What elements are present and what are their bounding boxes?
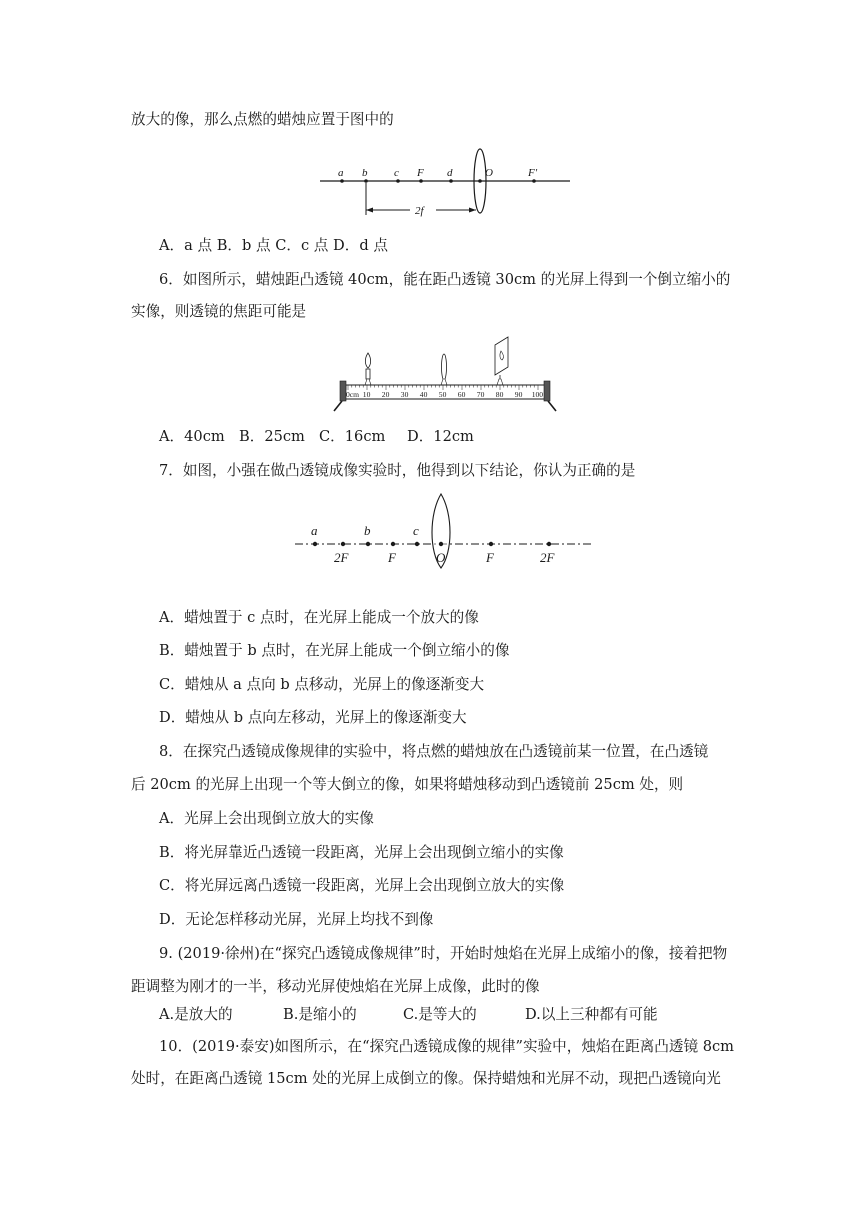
q6-option-d: D．12cm [407,428,474,445]
q9-stem-line2: 距调整为刚才的一半，移动光屏使烛焰在光屏上成像，此时的像 [131,978,540,995]
label-F-prime: F′ [528,167,538,179]
point-2F-right [547,542,551,546]
label-2F-left: 2F [334,550,349,565]
point-O [478,179,482,183]
label-d: d [447,167,453,179]
point-O [439,542,443,546]
q9-option-c: C.是等大的 [403,1006,477,1023]
optical-bench-diagram [332,333,558,413]
q6-option-a: A．40cm [159,428,225,445]
q10-stem-line1: 10．(2019·泰安)如图所示，在“探究凸透镜成像的规律”实验中，烛焰在距离凸透镜 8cm [159,1038,735,1055]
lens-points-diagram [318,140,578,218]
label-O: O [485,167,493,179]
label-F-left: F [388,550,396,565]
q9-options [159,1005,658,1025]
q8-option-a: A．光屏上会出现倒立放大的实像 [159,810,374,827]
q5-stem-tail: 放大的像，那么点燃的蜡烛应置于图中的 [131,111,394,128]
label-b: b [362,167,368,179]
q6-option-b: B．25cm [239,428,305,445]
bench-tick-label: 40 [419,390,428,399]
point-a [340,179,344,183]
q7-option-b: B．蜡烛置于 b 点时，在光屏上能成一个倒立缩小的像 [159,642,510,659]
label-a: a [338,167,344,179]
q10-stem-line2: 处时，在距离凸透镜 15cm 处的光屏上成倒立的像。保持蜡烛和光屏不动，现把凸透镜向光 [131,1070,721,1087]
q6-stem-line2: 实像，则透镜的焦距可能是 [131,303,307,320]
point-b [366,542,370,546]
bench-tick-label: 10 [362,390,371,399]
point-F [419,179,423,183]
q9-option-d: D.以上三种都有可能 [525,1006,658,1023]
label-F: F [417,167,424,179]
bench-tick-label: 70 [476,390,485,399]
q6-option-c: C．16cm [319,428,386,445]
bench-tick-label: 60 [457,390,466,399]
bench-tick-label: 30 [400,390,409,399]
point-b [364,179,368,183]
q9-stem-line1: 9. (2019·徐州)在“探究凸透镜成像规律”时，开始时烛焰在光屏上成缩小的像，接着把物 [159,945,728,962]
point-c [415,542,419,546]
label-a: a [311,523,318,538]
point-a [313,542,317,546]
bench-tick-label: 20 [381,390,390,399]
principal-axis-diagram [293,492,593,570]
q8-option-c: C．将光屏远离凸透镜一段距离，光屏上会出现倒立放大的实像 [159,877,565,894]
q7-stem: 7．如图，小强在做凸透镜成像实验时，他得到以下结论，你认为正确的是 [159,462,636,479]
q8-stem-line1: 8．在探究凸透镜成像规律的实验中，将点燃的蜡烛放在凸透镜前某一位置，在凸透镜 [159,743,709,760]
bench-tick-label: 80 [495,390,504,399]
q9-option-a: A.是放大的 [159,1006,233,1023]
point-d [449,179,453,183]
q7-option-d: D．蜡烛从 b 点向左移动，光屏上的像逐渐变大 [159,709,467,726]
q9-option-b: B.是缩小的 [283,1006,357,1023]
dim-2f: 2f [415,205,424,217]
bench-tick-label: 100 [531,390,544,399]
q5-options: A．a 点 B．b 点 C．c 点 D．d 点 [159,237,388,254]
point-c [396,179,400,183]
q6-stem-line1: 6．如图所示，蜡烛距凸透镜 40cm，能在距凸透镜 30cm 的光屏上得到一个倒立缩小的 [159,271,731,288]
point-F-right [489,542,493,546]
q8-option-b: B．将光屏靠近凸透镜一段距离，光屏上会出现倒立缩小的实像 [159,844,564,861]
label-b: b [364,523,371,538]
bench-tick-label: 50 [438,390,447,399]
q6-options [159,427,474,447]
label-c: c [413,523,419,538]
q7-option-a: A．蜡烛置于 c 点时，在光屏上能成一个放大的像 [159,609,479,626]
bench-tick-label: 0cm [346,390,360,399]
label-c: c [394,167,399,179]
point-F-prime [532,179,536,183]
label-O: O [436,550,446,565]
q8-stem-line2: 后 20cm 的光屏上出现一个等大倒立的像，如果将蜡烛移动到凸透镜前 25cm 处，则 [131,776,684,793]
q7-option-c: C．蜡烛从 a 点向 b 点移动，光屏上的像逐渐变大 [159,676,485,693]
point-F-left [391,542,395,546]
q8-option-d: D．无论怎样移动光屏，光屏上均找不到像 [159,911,434,928]
bench-tick-label: 90 [514,390,523,399]
label-2F-right: 2F [540,550,555,565]
label-F-right: F [486,550,494,565]
point-2F-left [341,542,345,546]
